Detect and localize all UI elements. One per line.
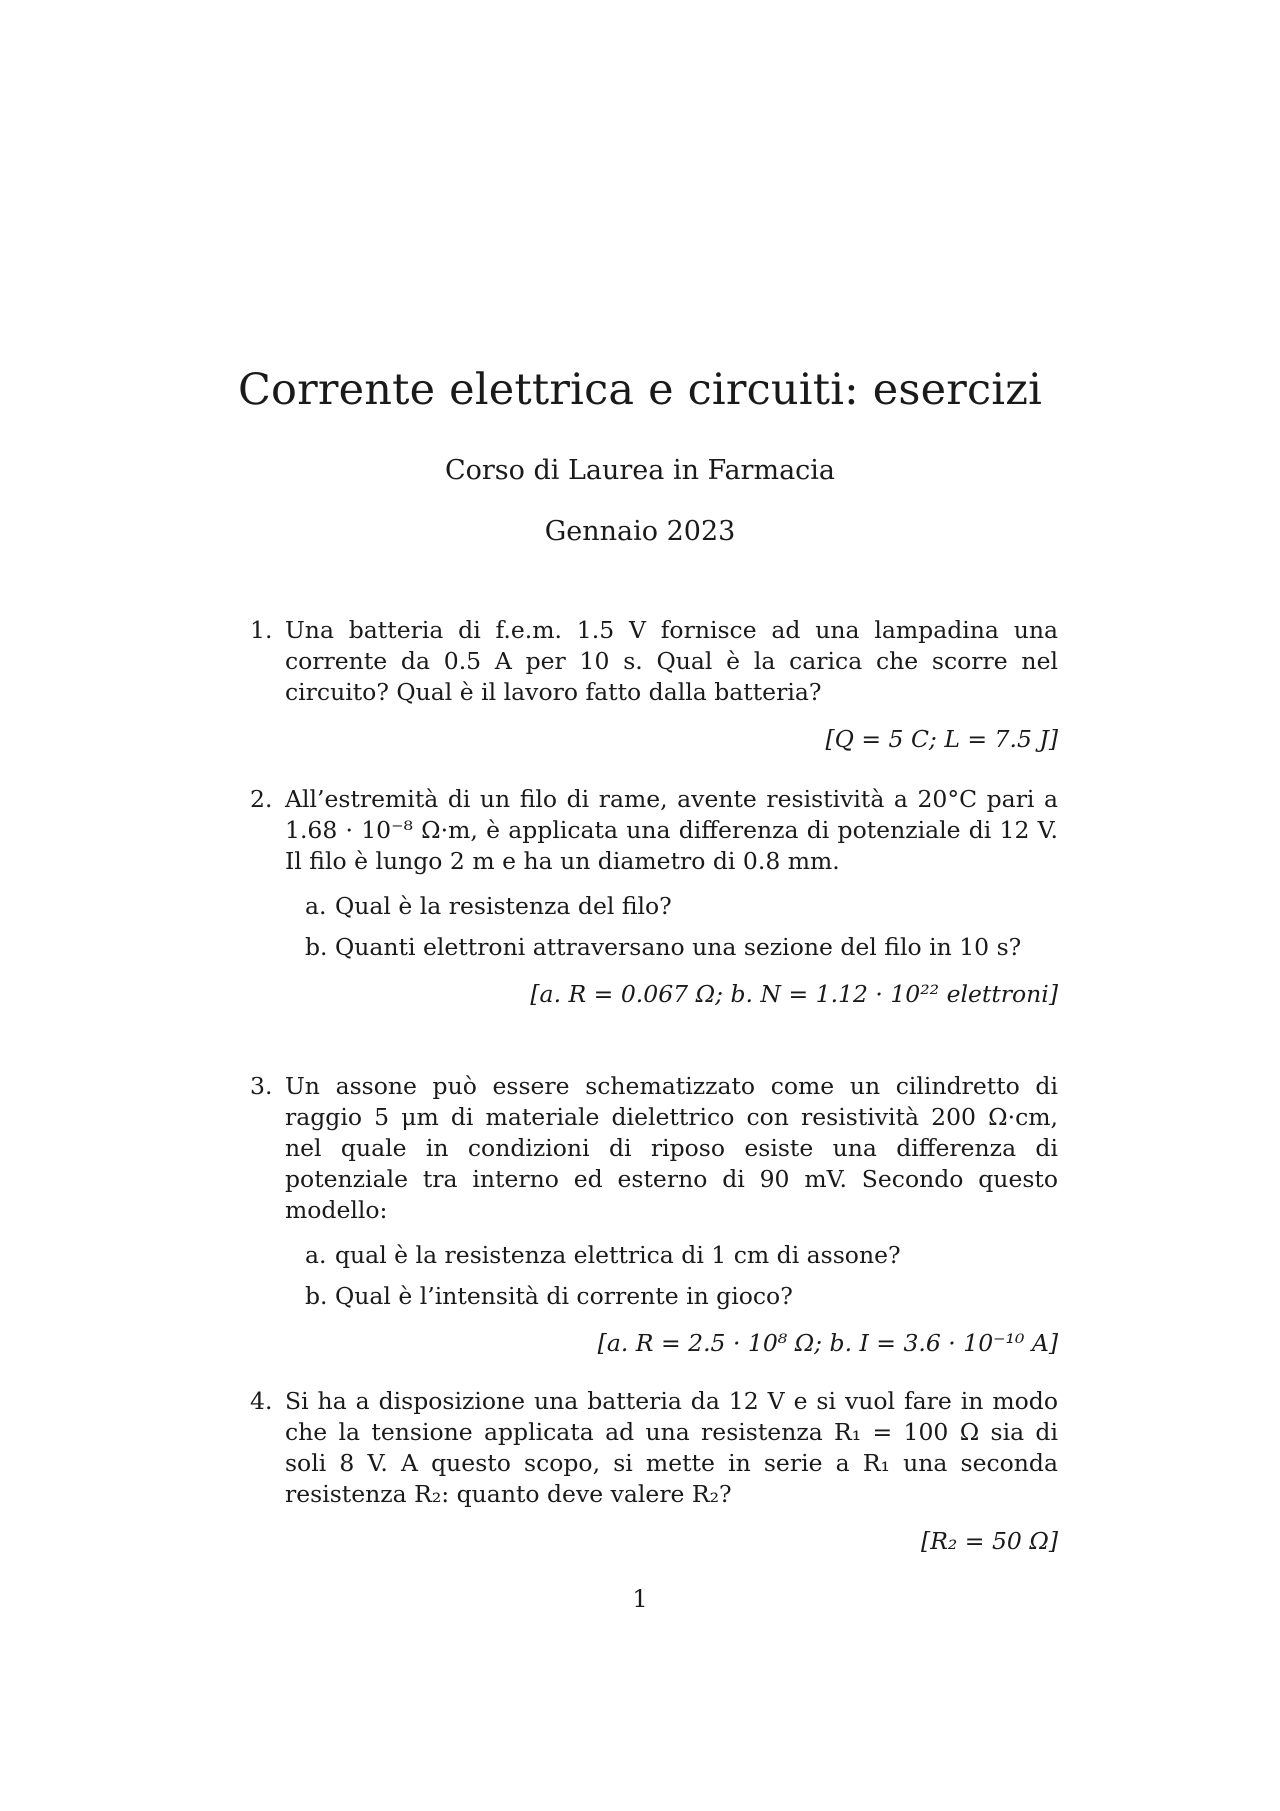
document-date: Gennaio 2023	[544, 516, 736, 547]
exercise-text: Un assone può essere schematizzato come un cilindretto di raggio 5 μm di materiale dielettrico con resistività 200 Ω·cm, nel quale in condizioni di riposo esiste una differenza di potenziale tra interno ed esterno di 90 mV. Secondo questo modello:	[285, 1072, 1058, 1224]
sub-question-text: qual è la resistenza elettrica di 1 cm di assone?	[335, 1241, 901, 1269]
sub-question-letter: b.	[305, 933, 328, 961]
sub-question-text: Qual è l’intensità di corrente in gioco?	[335, 1282, 793, 1310]
sub-question-text: Qual è la resistenza del filo?	[335, 892, 672, 920]
exercise-number: 2.	[250, 785, 273, 813]
exercise-answer: [a. R = 0.067 Ω; b. N = 1.12 · 10²² elettroni]	[530, 980, 1058, 1008]
exercise-number: 3.	[250, 1072, 273, 1100]
sub-question	[305, 1281, 1058, 1312]
exercise-number: 4.	[250, 1387, 273, 1415]
exercise-3	[250, 1071, 1058, 1359]
exercise-answer: [R₂ = 50 Ω]	[921, 1527, 1058, 1555]
sub-question-letter: b.	[305, 1282, 328, 1310]
exercise-answer: [Q = 5 C; L = 7.5 J]	[825, 725, 1058, 753]
exercise-number: 1.	[250, 616, 273, 644]
sub-question-letter: a.	[305, 892, 327, 920]
exercise-1	[250, 615, 1058, 755]
sub-question	[305, 932, 1058, 963]
exercise-text: Una batteria di f.e.m. 1.5 V fornisce ad una lampadina una corrente da 0.5 A per 10 s. Qual è la carica che scorre nel circuito? Qual è il lavoro fatto dalla batteria?	[285, 616, 1058, 706]
sub-question-letter: a.	[305, 1241, 327, 1269]
page-number: 1	[632, 1585, 648, 1613]
sub-question-list	[305, 1240, 1058, 1312]
page-title: Corrente elettrica e circuiti: esercizi	[237, 365, 1043, 415]
sub-question-text: Quanti elettroni attraversano una sezione del filo in 10 s?	[335, 933, 1022, 961]
exercise-text: All’estremità di un filo di rame, avente resistività a 20°C pari a 1.68 · 10⁻⁸ Ω·m, è applicata una differenza di potenziale di 12 V. Il filo è lungo 2 m e ha un diametro di 0.8 mm.	[285, 785, 1058, 875]
exercise-answer: [a. R = 2.5 · 10⁸ Ω; b. I = 3.6 · 10⁻¹⁰ A]	[597, 1329, 1058, 1357]
exercise-4	[250, 1386, 1058, 1557]
sub-question	[305, 891, 1058, 922]
course-name: Corso di Laurea in Farmacia	[444, 455, 836, 486]
sub-question-list	[305, 891, 1058, 963]
exercise-text: Si ha a disposizione una batteria da 12 V e si vuol fare in modo che la tensione applicata ad una resistenza R₁ = 100 Ω sia di soli 8 V. A questo scopo, si mette in serie a R₁ una seconda resistenza R₂: quanto deve valere R₂?	[285, 1387, 1058, 1508]
sub-question	[305, 1240, 1058, 1271]
exercise-2	[250, 784, 1058, 1010]
